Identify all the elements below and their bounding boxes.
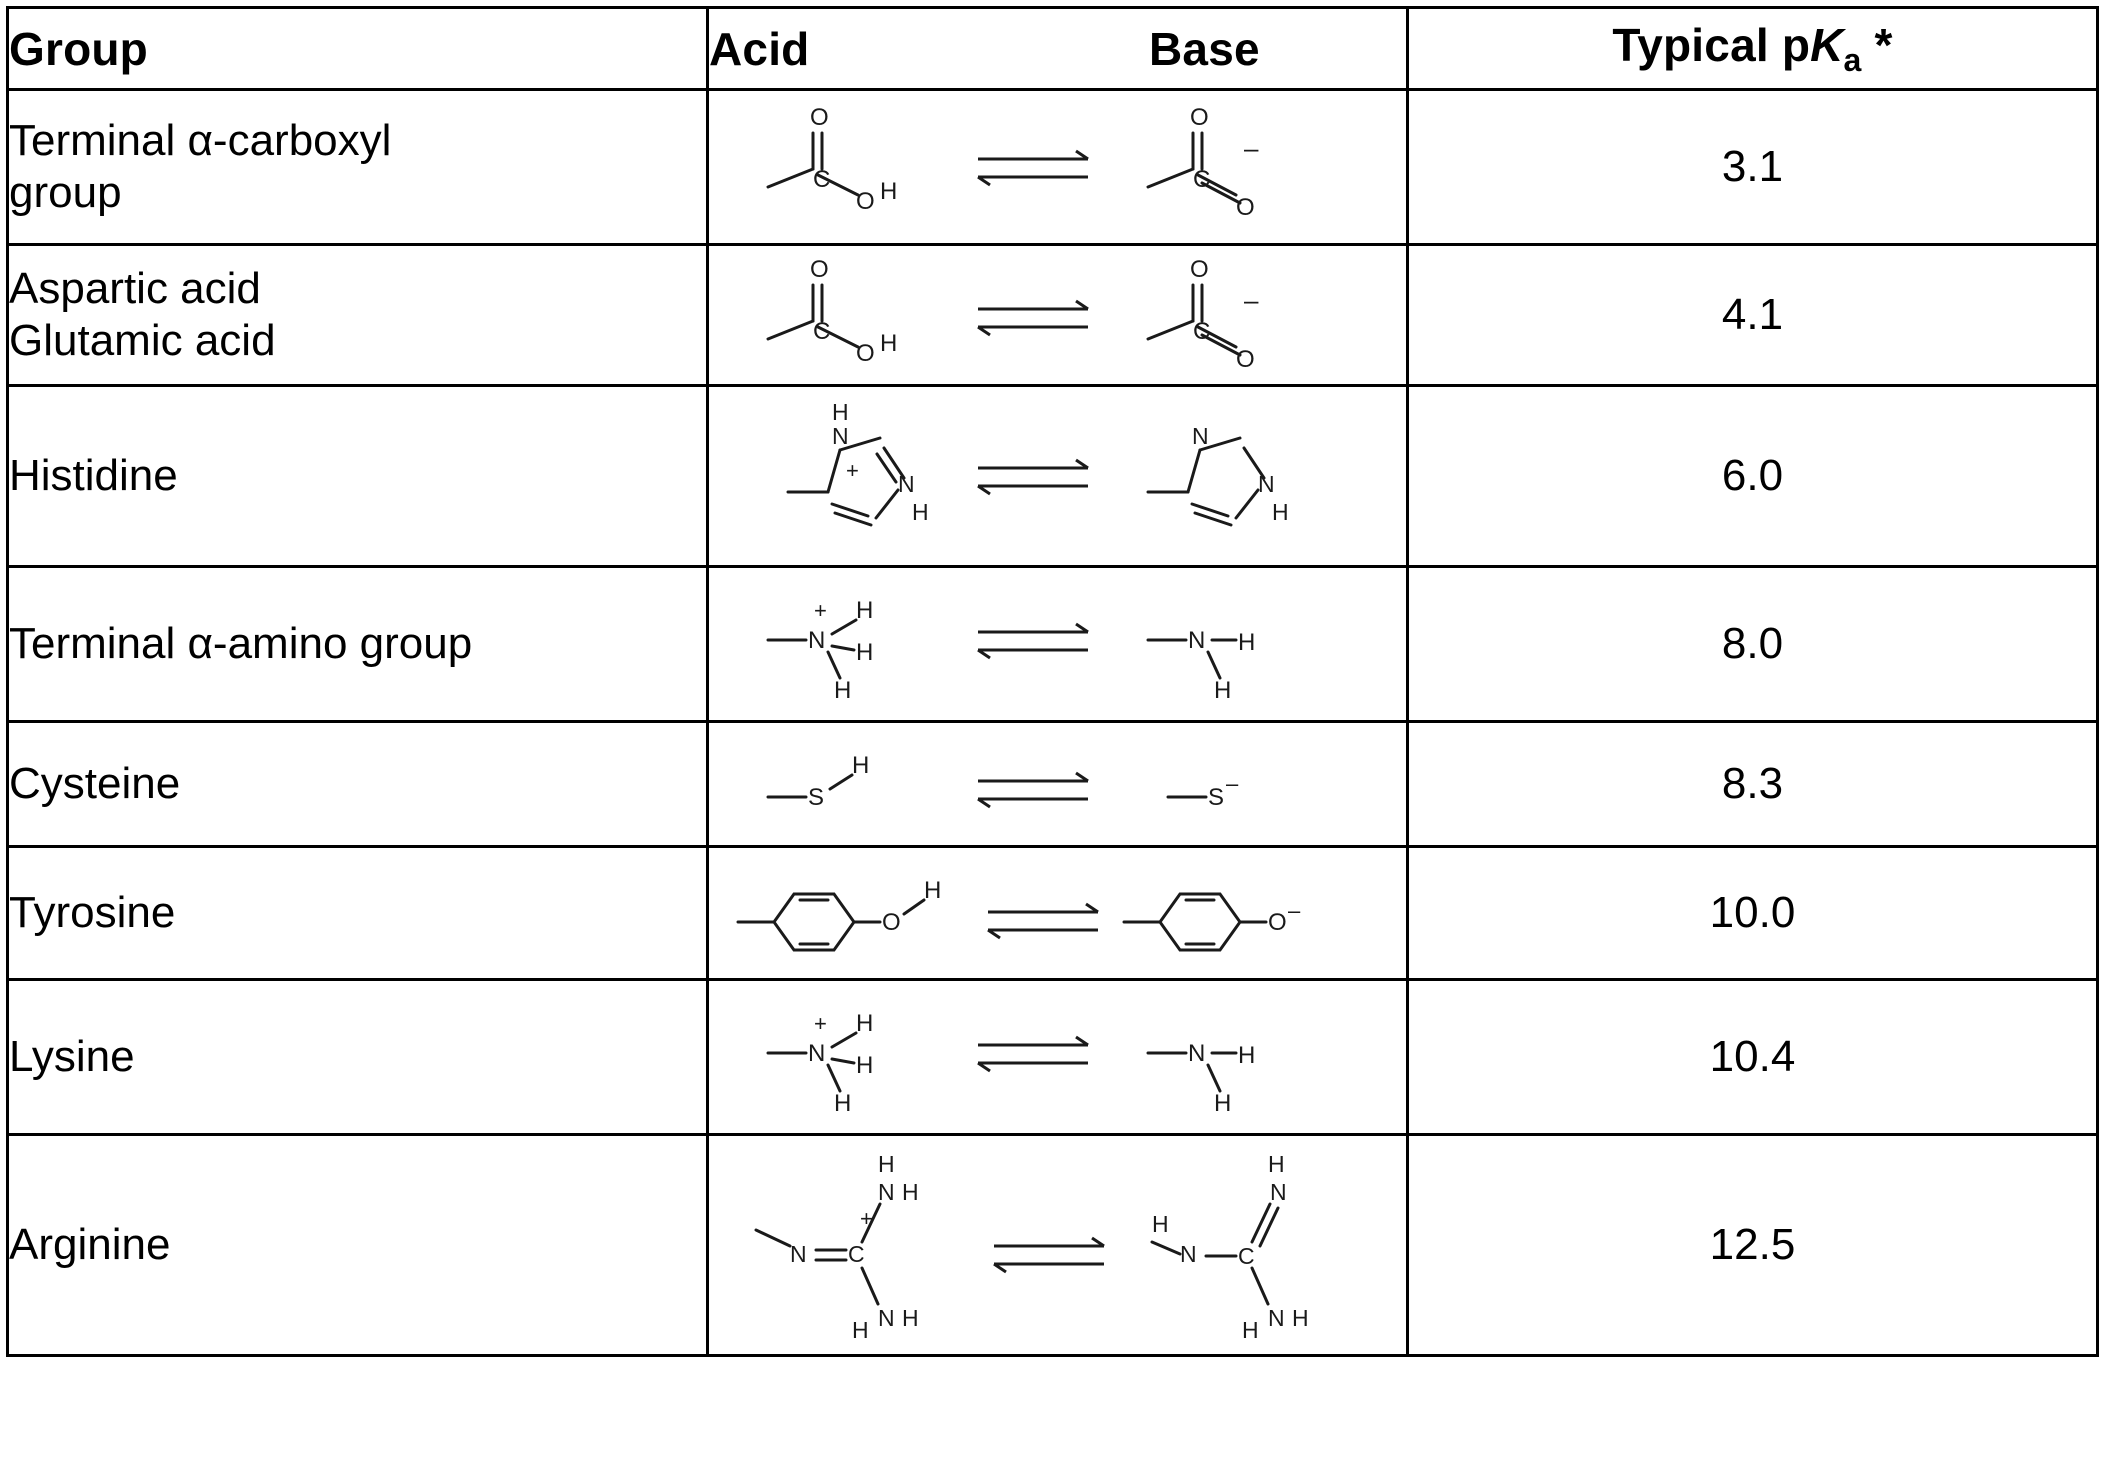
atom-H: H (833, 677, 851, 704)
atom-H: H (877, 1151, 895, 1177)
atom-H: H (831, 399, 849, 425)
atom-H: H (833, 1090, 851, 1117)
atom-C: C (1192, 318, 1210, 345)
atom-O: O (855, 188, 875, 215)
table-row (8, 90, 2098, 245)
atom-H: H (855, 1052, 873, 1079)
imidazole-acid-base-structure (728, 392, 1388, 560)
carboxyl-acid-base-structure (728, 251, 1388, 379)
phenol-phenolate-structure (728, 854, 1388, 972)
guanidinium-guanidine-structure (728, 1142, 1388, 1348)
atom-H: H (855, 597, 873, 624)
row-pka-value: 10.4 (1408, 980, 2098, 1135)
column-header-acid: Acid (709, 22, 810, 75)
atom-N: N (897, 471, 915, 497)
atom-S: S (807, 784, 824, 811)
row-structure-cysteine (708, 722, 1408, 847)
row-structure-tyrosine (708, 847, 1408, 980)
atom-H: H (879, 178, 897, 205)
row-structure-carboxyl (708, 90, 1408, 245)
atom-H: H (1213, 1090, 1231, 1117)
atom-O: O (1189, 256, 1209, 283)
atom-H: H (1271, 499, 1289, 525)
row-group-label (8, 847, 708, 980)
amino-acid-pka-table (6, 6, 2099, 1357)
atom-O: O (1267, 909, 1287, 936)
atom-N: N (1179, 1241, 1197, 1267)
atom-O: O (1235, 346, 1255, 373)
charge-minus: – (1243, 285, 1258, 315)
charge-plus: + (813, 598, 827, 623)
pka-subscript: a (1843, 42, 1862, 79)
atom-H: H (1291, 1305, 1309, 1331)
charge-minus: – (1225, 771, 1238, 796)
row-structure-aspartic-glutamic (708, 245, 1408, 386)
atom-H: H (911, 499, 929, 525)
row-structure-histidine (708, 386, 1408, 567)
table-row (8, 980, 2098, 1135)
group-label-line2: group (9, 168, 122, 217)
column-header-base: Base (1149, 22, 1260, 75)
atom-N: N (789, 1241, 807, 1267)
atom-N: N (1269, 1179, 1287, 1205)
atom-S: S (1207, 784, 1224, 811)
atom-N: N (1257, 471, 1275, 497)
atom-H: H (879, 330, 897, 357)
row-group-label (8, 245, 708, 386)
row-pka-value: 6.0 (1408, 386, 2098, 567)
group-label-line1: Cysteine (9, 759, 181, 809)
group-label-line1: Histidine (9, 451, 178, 501)
row-group-label (8, 1135, 708, 1356)
row-pka-value: 8.0 (1408, 567, 2098, 722)
atom-H: H (901, 1179, 919, 1205)
row-structure-amino (708, 567, 1408, 722)
table-row (8, 722, 2098, 847)
atom-C: C (1237, 1243, 1255, 1269)
row-pka-value: 12.5 (1408, 1135, 2098, 1356)
group-label-line2: Glutamic acid (9, 316, 276, 365)
atom-N: N (877, 1179, 895, 1205)
table-row (8, 245, 2098, 386)
thiol-thiolate-structure (728, 729, 1388, 839)
ammonium-amine-structure (728, 574, 1388, 714)
atom-H: H (901, 1305, 919, 1331)
atom-O: O (809, 104, 829, 131)
carboxyl-acid-base-structure (728, 97, 1388, 237)
row-group-label (8, 980, 708, 1135)
atom-N: N (1187, 627, 1205, 654)
atom-N: N (831, 423, 849, 449)
charge-plus: + (845, 458, 859, 483)
charge-plus: + (813, 1011, 827, 1036)
row-pka-value: 3.1 (1408, 90, 2098, 245)
pka-k: K (1810, 18, 1844, 71)
atom-N: N (877, 1305, 895, 1331)
atom-C: C (812, 166, 830, 193)
row-pka-value: 8.3 (1408, 722, 2098, 847)
ammonium-amine-structure (728, 987, 1388, 1127)
group-label-line1: Tyrosine (9, 888, 176, 938)
atom-O: O (1189, 104, 1209, 131)
column-header-group: Group (8, 8, 708, 90)
charge-minus: – (1287, 898, 1300, 923)
group-label-line1: Arginine (9, 1220, 171, 1270)
atom-O: O (809, 256, 829, 283)
row-group-label (8, 567, 708, 722)
group-label-line1: Terminal α-carboxyl (9, 116, 392, 166)
table-row (8, 386, 2098, 567)
table-row (8, 847, 2098, 980)
atom-H: H (851, 752, 869, 779)
atom-O: O (1235, 194, 1255, 221)
row-structure-lysine (708, 980, 1408, 1135)
charge-plus: + (859, 1206, 873, 1231)
row-structure-arginine (708, 1135, 1408, 1356)
atom-H: H (923, 877, 941, 904)
row-pka-value: 10.0 (1408, 847, 2098, 980)
atom-O: O (881, 909, 901, 936)
column-header-acid-base (708, 8, 1408, 90)
atom-C: C (812, 318, 830, 345)
atom-N: N (1267, 1305, 1285, 1331)
atom-C: C (1192, 166, 1210, 193)
atom-N: N (1187, 1040, 1205, 1067)
table-row (8, 1135, 2098, 1356)
atom-N: N (807, 627, 825, 654)
atom-H: H (1241, 1317, 1259, 1343)
atom-H: H (1213, 677, 1231, 704)
atom-H: H (855, 639, 873, 666)
group-label-line1: Terminal α-amino group (9, 619, 473, 669)
atom-C: C (847, 1241, 865, 1267)
row-group-label (8, 722, 708, 847)
pka-prefix: Typical p (1612, 18, 1811, 71)
atom-H: H (1237, 1042, 1255, 1069)
atom-H: H (1151, 1211, 1169, 1237)
row-group-label (8, 386, 708, 567)
column-header-pka (1408, 8, 2098, 90)
charge-minus: – (1243, 133, 1258, 163)
table-row (8, 567, 2098, 722)
atom-H: H (855, 1010, 873, 1037)
atom-O: O (855, 340, 875, 367)
atom-H: H (1267, 1151, 1285, 1177)
atom-H: H (851, 1317, 869, 1343)
group-label-line1: Lysine (9, 1032, 135, 1082)
atom-H: H (1237, 629, 1255, 656)
pka-star: * (1861, 18, 1893, 71)
row-group-label (8, 90, 708, 245)
atom-N: N (1191, 423, 1209, 449)
atom-N: N (807, 1040, 825, 1067)
row-pka-value: 4.1 (1408, 245, 2098, 386)
group-label-line1: Aspartic acid (9, 264, 261, 314)
table-header-row (8, 8, 2098, 90)
